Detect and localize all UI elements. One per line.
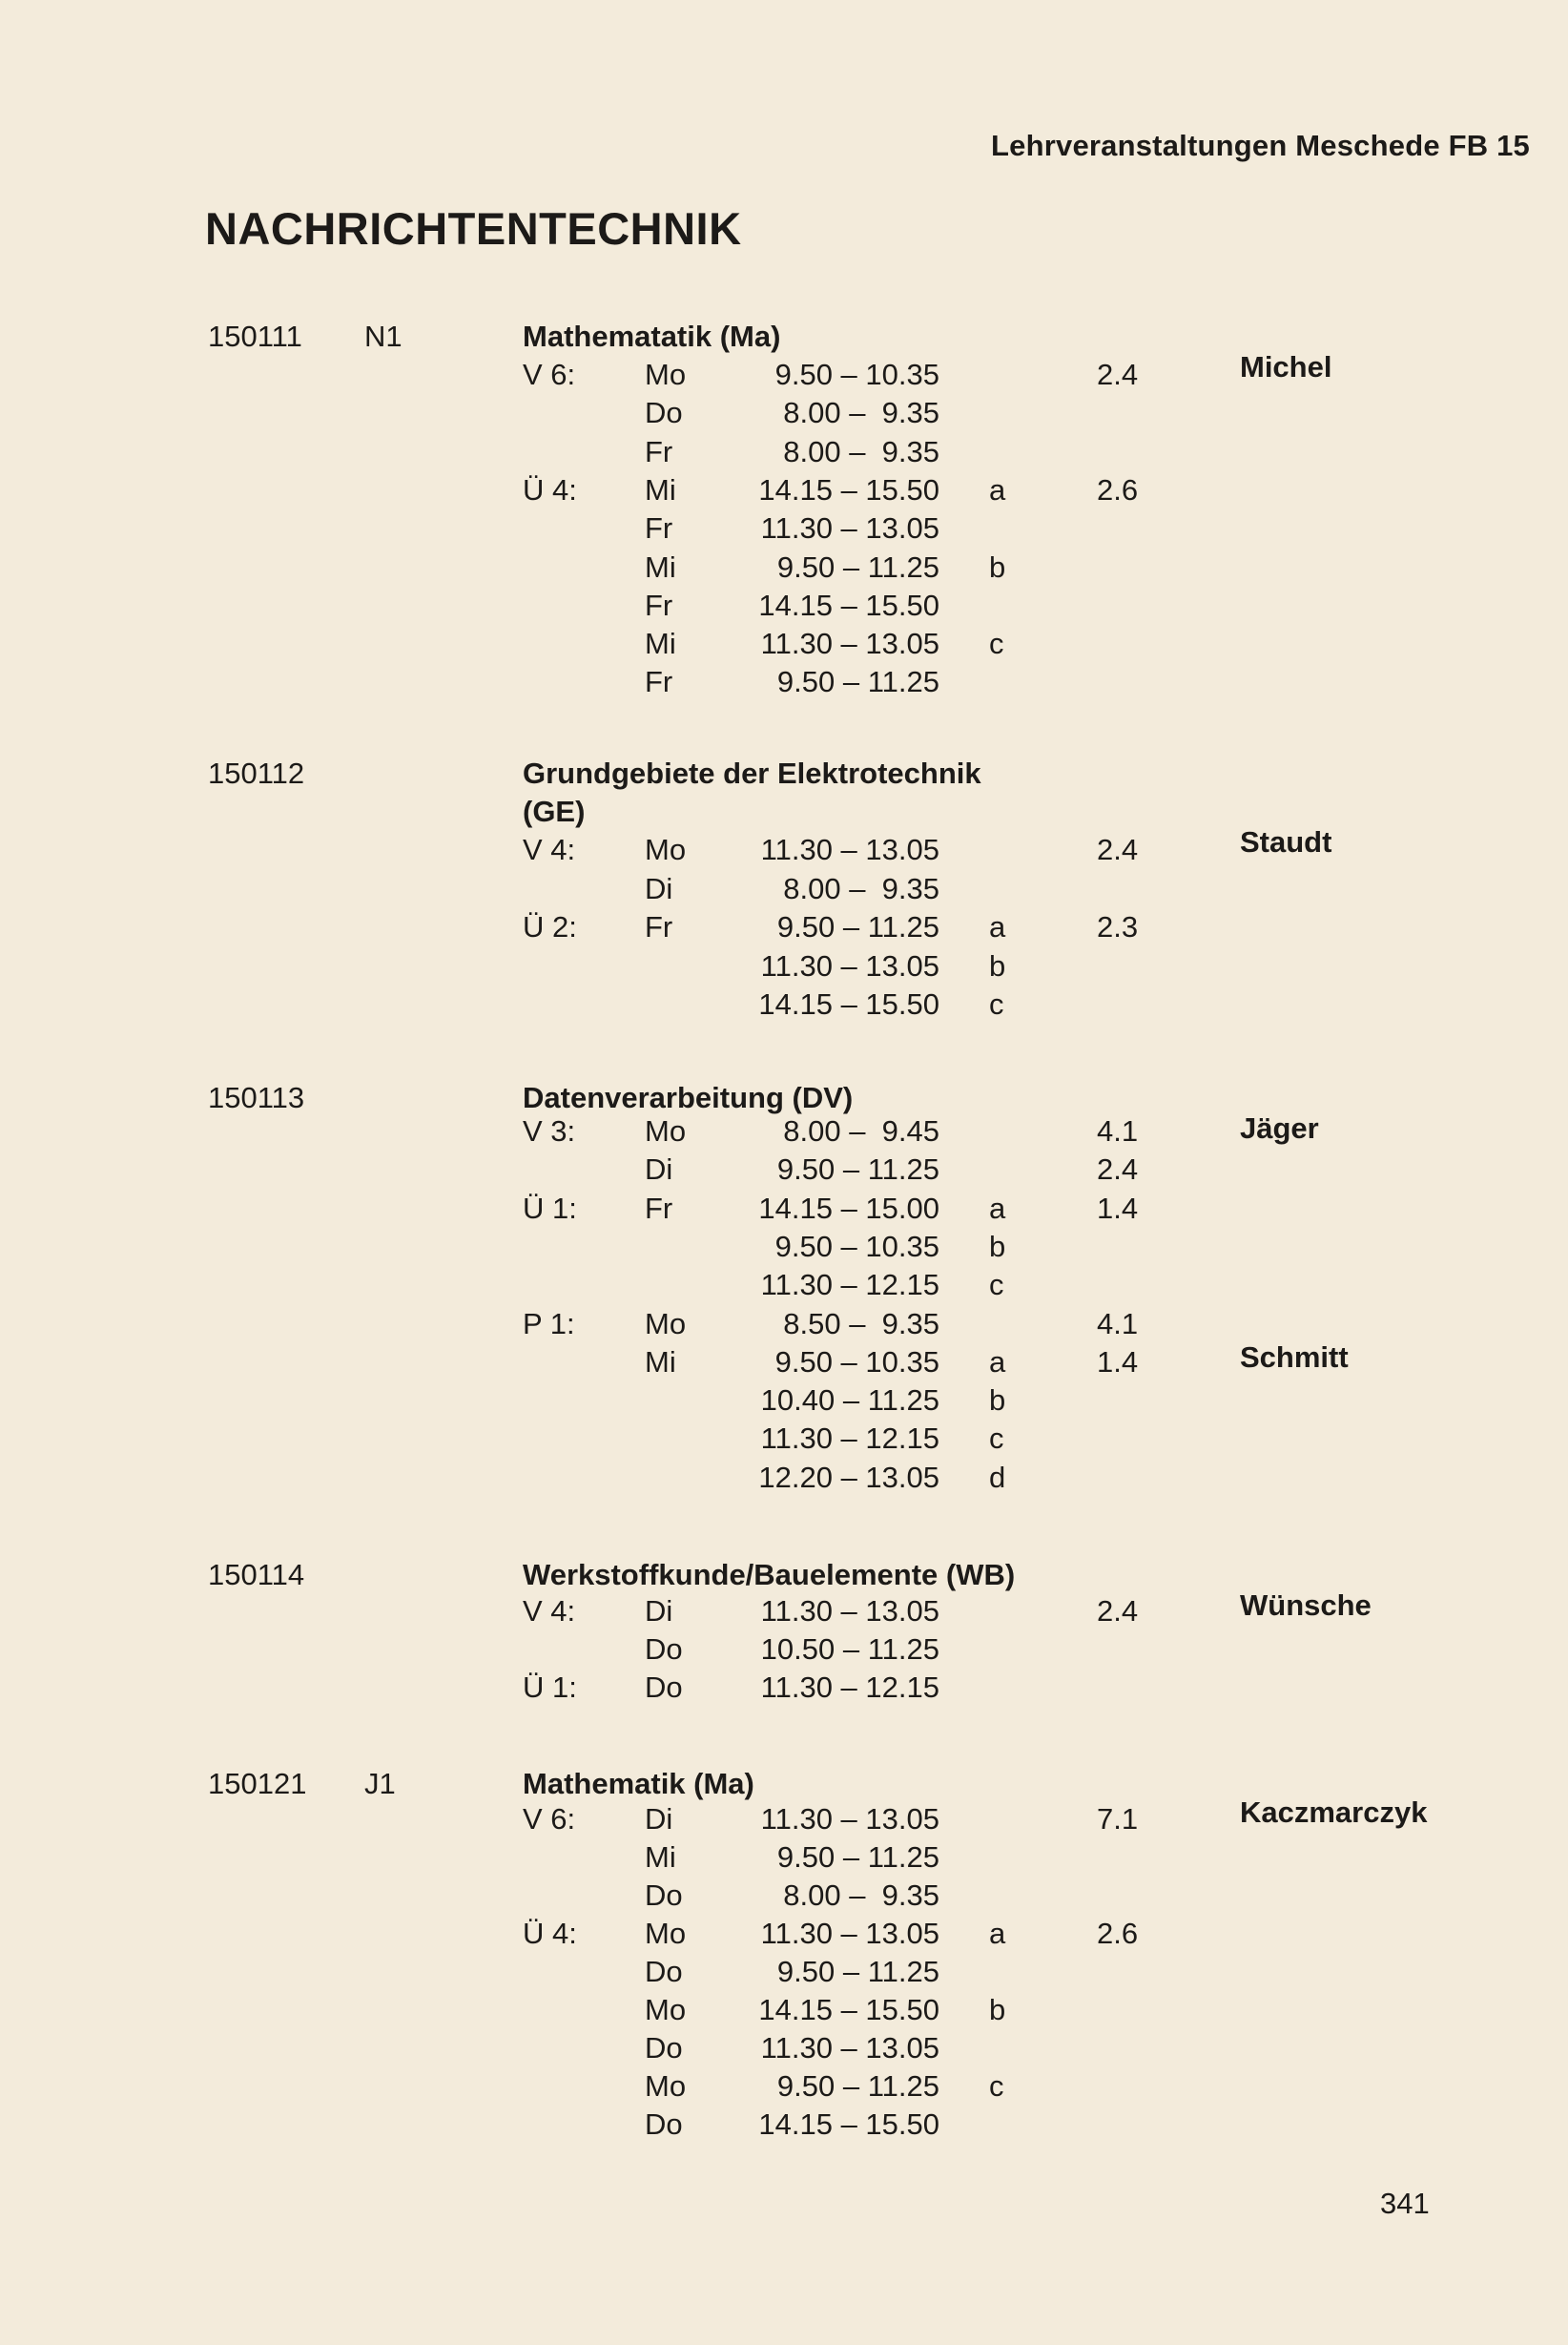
weekday: Mi	[645, 1344, 676, 1379]
course-number: 150114	[208, 1558, 305, 1591]
schedule-row	[0, 550, 1568, 589]
course-title: Datenverarbeitung (DV)	[523, 1081, 854, 1114]
course-group: J1	[364, 1767, 396, 1800]
schedule-row	[0, 949, 1568, 987]
weekday: Mi	[645, 550, 676, 584]
page-header: Lehrveranstaltungen Meschede FB 15	[991, 129, 1530, 162]
time-range: 9.50 – 11.25	[776, 550, 939, 584]
course-title: Mathematik (Ma)	[523, 1767, 754, 1800]
page-title: NACHRICHTENTECHNIK	[205, 203, 742, 254]
section-letter: a	[989, 472, 1006, 507]
time-range: 14.15 – 15.00	[758, 1191, 939, 1225]
time-range: 11.30 – 13.05	[760, 1917, 939, 1950]
session-type: Ü 1:	[523, 1671, 577, 1704]
weekday: Mo	[645, 1114, 687, 1148]
room: 2.4	[1097, 358, 1139, 391]
time-range: 11.30 – 13.05	[760, 511, 939, 546]
weekday: Mo	[645, 1993, 687, 2026]
schedule-row	[0, 665, 1568, 703]
weekday: Fr	[645, 434, 673, 468]
schedule-row	[0, 1840, 1568, 1878]
schedule-row	[0, 1802, 1568, 1840]
weekday: Mo	[645, 1306, 687, 1340]
course-title-continued: (GE)	[523, 795, 586, 828]
schedule-row	[0, 2107, 1568, 2146]
time-range: 9.50 – 11.25	[776, 2069, 939, 2103]
course-lecturer: Staudt	[1240, 825, 1332, 859]
time-range: 14.15 – 15.50	[758, 987, 939, 1022]
schedule-row	[0, 1461, 1568, 1499]
weekday: Do	[645, 396, 683, 430]
schedule-row	[0, 987, 1568, 1026]
section-letter: a	[989, 910, 1006, 944]
room: 2.6	[1097, 1917, 1139, 1950]
section-letter: c	[989, 2069, 1004, 2103]
schedule-row	[0, 1152, 1568, 1191]
weekday: Mi	[645, 472, 676, 507]
session-type: Ü 4:	[523, 1917, 577, 1950]
session-type: Ü 1:	[523, 1191, 577, 1225]
room: 2.4	[1097, 1594, 1139, 1628]
schedule-row	[0, 589, 1568, 627]
weekday: Di	[645, 1802, 673, 1836]
course-lecturer: Jäger	[1240, 1111, 1319, 1145]
time-range: 11.30 – 13.05	[760, 948, 939, 983]
time-range: 9.50 – 11.25	[776, 1840, 939, 1874]
course-lecturer: Michel	[1240, 350, 1332, 384]
time-range: 10.40 – 11.25	[760, 1383, 939, 1418]
time-range: 11.30 – 13.05	[760, 833, 939, 866]
time-range: 14.15 – 15.50	[758, 588, 939, 622]
course-title: Werkstoffkunde/Bauelemente (WB)	[523, 1558, 1016, 1591]
time-range: 8.50 – 9.35	[783, 1306, 939, 1340]
time-range: 14.15 – 15.50	[758, 472, 939, 507]
room: 1.4	[1097, 1191, 1139, 1225]
weekday: Mo	[645, 2069, 687, 2103]
schedule-row	[0, 435, 1568, 473]
time-range: 11.30 – 13.05	[760, 1802, 939, 1836]
section-letter: d	[989, 1460, 1006, 1494]
course-lecturer-second: Schmitt	[1240, 1340, 1349, 1374]
schedule-row	[0, 1114, 1568, 1152]
section-letter: b	[989, 1229, 1006, 1263]
schedule-row	[0, 833, 1568, 871]
session-type: Ü 4:	[523, 472, 577, 507]
section-letter: a	[989, 1191, 1006, 1225]
schedule-row	[0, 396, 1568, 434]
schedule-row	[0, 2031, 1568, 2069]
schedule-row	[0, 1268, 1568, 1306]
time-range: 9.50 – 10.35	[774, 1229, 939, 1263]
section-letter: c	[989, 987, 1004, 1022]
section-letter: b	[989, 1383, 1006, 1418]
weekday: Mo	[645, 358, 687, 391]
room: 2.6	[1097, 472, 1139, 507]
schedule-row	[0, 1878, 1568, 1917]
course-lecturer: Wünsche	[1240, 1588, 1372, 1622]
weekday: Do	[645, 2031, 683, 2065]
schedule-row	[0, 1307, 1568, 1345]
schedule-row	[0, 872, 1568, 910]
time-range: 12.20 – 13.05	[758, 1460, 939, 1494]
time-range: 9.50 – 10.35	[774, 1344, 939, 1379]
weekday: Fr	[645, 665, 673, 699]
session-type: V 4:	[523, 1594, 576, 1628]
time-range: 8.00 – 9.45	[783, 1114, 939, 1148]
room: 2.4	[1097, 1152, 1139, 1187]
room: 2.3	[1097, 910, 1139, 944]
session-type: V 6:	[523, 1802, 576, 1836]
course-number: 150112	[208, 757, 305, 790]
weekday: Di	[645, 871, 673, 905]
weekday: Mi	[645, 1840, 676, 1874]
weekday: Do	[645, 1632, 683, 1666]
time-range: 9.50 – 11.25	[776, 910, 939, 944]
time-range: 11.30 – 13.05	[760, 627, 939, 661]
weekday: Fr	[645, 511, 673, 546]
schedule-row	[0, 511, 1568, 550]
weekday: Do	[645, 2107, 683, 2141]
time-range: 11.30 – 12.15	[760, 1422, 939, 1456]
schedule-row	[0, 1955, 1568, 1993]
schedule-row	[0, 1192, 1568, 1230]
course-title: Grundgebiete der Elektrotechnik	[523, 757, 981, 790]
course-lecturer: Kaczmarczyk	[1240, 1795, 1428, 1829]
schedule-row	[0, 1422, 1568, 1460]
section-letter: a	[989, 1917, 1006, 1950]
time-range: 9.50 – 11.25	[776, 1152, 939, 1187]
time-range: 8.00 – 9.35	[783, 1878, 939, 1912]
section-letter: c	[989, 1422, 1004, 1456]
course-group: N1	[364, 320, 402, 353]
weekday: Fr	[645, 1191, 673, 1225]
weekday: Fr	[645, 588, 673, 622]
schedule-row	[0, 1345, 1568, 1383]
schedule-row	[0, 2069, 1568, 2107]
schedule-row	[0, 1632, 1568, 1671]
time-range: 9.50 – 11.25	[776, 665, 939, 699]
time-range: 11.30 – 13.05	[760, 2031, 939, 2065]
time-range: 11.30 – 12.15	[760, 1671, 939, 1704]
time-range: 11.30 – 13.05	[760, 1594, 939, 1628]
session-type: P 1:	[523, 1306, 575, 1340]
session-type: V 3:	[523, 1114, 576, 1148]
time-range: 9.50 – 11.25	[776, 1955, 939, 1988]
weekday: Do	[645, 1671, 683, 1704]
schedule-row	[0, 1671, 1568, 1709]
room: 4.1	[1097, 1306, 1139, 1340]
time-range: 8.00 – 9.35	[783, 396, 939, 430]
section-letter: b	[989, 550, 1006, 584]
section-letter: b	[989, 1993, 1006, 2026]
schedule-row	[0, 910, 1568, 948]
time-range: 14.15 – 15.50	[758, 1993, 939, 2026]
weekday: Mo	[645, 1917, 687, 1950]
section-letter: c	[989, 1268, 1004, 1302]
section-letter: b	[989, 948, 1006, 983]
room: 4.1	[1097, 1114, 1139, 1148]
weekday: Do	[645, 1878, 683, 1912]
schedule-row	[0, 358, 1568, 396]
time-range: 11.30 – 12.15	[760, 1268, 939, 1302]
weekday: Mi	[645, 627, 676, 661]
schedule-row	[0, 1993, 1568, 2031]
session-type: Ü 2:	[523, 910, 577, 944]
section-letter: a	[989, 1344, 1006, 1379]
time-range: 8.00 – 9.35	[783, 871, 939, 905]
course-number: 150113	[208, 1081, 305, 1114]
weekday: Fr	[645, 910, 673, 944]
time-range: 9.50 – 10.35	[774, 358, 939, 391]
schedule-row	[0, 1917, 1568, 1955]
room: 7.1	[1097, 1802, 1139, 1836]
schedule-row	[0, 1383, 1568, 1422]
weekday: Di	[645, 1152, 673, 1187]
page-number: 341	[1380, 2187, 1430, 2220]
room: 2.4	[1097, 833, 1139, 866]
weekday: Do	[645, 1955, 683, 1988]
course-title: Mathematatik (Ma)	[523, 320, 781, 353]
schedule-row	[0, 473, 1568, 511]
schedule-row	[0, 1594, 1568, 1632]
time-range: 14.15 – 15.50	[758, 2107, 939, 2141]
session-type: V 4:	[523, 833, 576, 866]
time-range: 10.50 – 11.25	[760, 1632, 939, 1666]
weekday: Di	[645, 1594, 673, 1628]
course-number: 150121	[208, 1767, 307, 1800]
room: 1.4	[1097, 1344, 1139, 1379]
course-number: 150111	[208, 320, 302, 353]
session-type: V 6:	[523, 358, 576, 391]
section-letter: c	[989, 627, 1004, 661]
schedule-row	[0, 1230, 1568, 1268]
schedule-row	[0, 627, 1568, 665]
weekday: Mo	[645, 833, 687, 866]
time-range: 8.00 – 9.35	[783, 434, 939, 468]
